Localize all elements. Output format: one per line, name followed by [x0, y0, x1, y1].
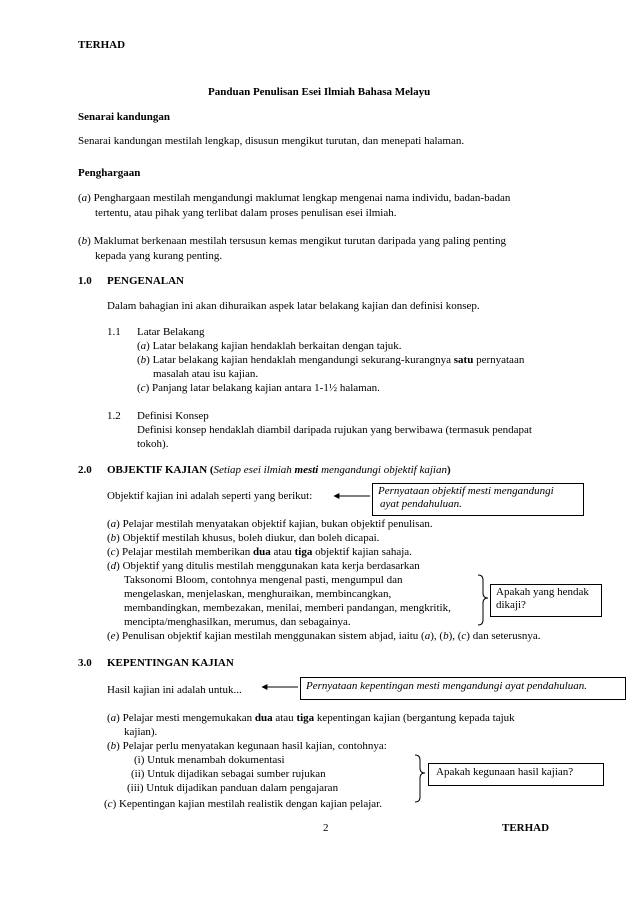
- bold-word: dua: [253, 546, 271, 558]
- item-text: Latar belakang kajian hendaklah berkaitan dengan tajuk.: [149, 340, 402, 352]
- marker-e: e: [110, 630, 116, 642]
- ack-a-marker: a: [81, 192, 88, 204]
- letter: b: [443, 630, 449, 642]
- section-2-item-b: (b) Objektif mestilah khusus, boleh diukur, dan boleh dicapai.: [107, 532, 380, 544]
- letter: c: [461, 630, 467, 642]
- box-line: Apakah kegunaan hasil kajian?: [436, 766, 574, 778]
- heading-italic: Setiap esei ilmiah: [213, 464, 295, 476]
- section-1-heading: PENGENALAN: [107, 275, 185, 287]
- section-2-item-d-line3: mengelaskan, menjelaskan, menghuraikan, membincangkan,: [124, 588, 392, 600]
- section-2-item-d: (d) Objektif yang ditulis mestilah menggunakan kata kerja berdasarkan: [107, 560, 420, 572]
- item-text: atau: [272, 712, 297, 724]
- section-3-item-c: (c) Kepentingan kajian mestilah realistik dengan kajian pelajar.: [104, 798, 382, 810]
- heading-italic: mengandungi objektif kajian: [318, 464, 447, 476]
- section-1-1-title: Latar Belakang: [137, 326, 205, 338]
- heading-close: ): [446, 464, 451, 476]
- sep: ), (: [448, 630, 462, 642]
- item-text: Penulisan objektif kajian mestilah menggunakan sistem abjad, iaitu (: [119, 630, 425, 642]
- ack-b-text: Maklumat berkenaan mestilah tersusun kemas mengikut turutan daripada yang paling penting: [90, 235, 506, 247]
- item-text: Pelajar mestilah menyatakan objektif kajian, bukan objektif penulisan.: [119, 518, 433, 530]
- note-line: Pernyataan objektif mesti mengandungi: [378, 485, 554, 497]
- heading-italic-bold: mesti: [294, 464, 319, 476]
- section-2-item-d-line2: Taksonomi Bloom, contohnya mengenal pasti, mengumpul dan: [124, 574, 403, 586]
- objective-note-box: [372, 483, 584, 516]
- section-1-1-item-c: (c) Panjang latar belakang kajian antara 1-1½ halaman.: [137, 382, 380, 394]
- heading-text: OBJEKTIF KAJIAN (: [107, 464, 214, 476]
- marker-a: a: [140, 340, 147, 352]
- section-3-sub-i: (i) Untuk menambah dokumentasi: [134, 754, 285, 766]
- note-line: ayat pendahuluan.: [380, 498, 462, 510]
- ack-heading: Penghargaan: [78, 167, 141, 179]
- section-3-sub-iii: (iii) Untuk dijadikan panduan dalam pengajaran: [127, 782, 339, 794]
- document-title: Panduan Penulisan Esei Ilmiah Bahasa Melayu: [208, 86, 431, 98]
- ack-item-b: (b) Maklumat berkenaan mestilah tersusun kemas mengikut turutan daripada yang paling penting: [78, 235, 506, 247]
- importance-brace: [415, 755, 425, 802]
- section-2-number: 2.0: [78, 464, 92, 476]
- section-1-2-line2: tokoh).: [137, 438, 169, 450]
- item-text: Kepentingan kajian mestilah realistik dengan kajian pelajar.: [116, 798, 382, 810]
- ack-item-a: (a) Penghargaan mestilah mengandungi maklumat lengkap mengenai nama individu, badan-badan: [78, 192, 511, 204]
- marker-c: c: [110, 546, 116, 558]
- importance-question-box: [428, 763, 604, 786]
- section-1-1-number: 1.1: [107, 326, 121, 338]
- marker-b: b: [110, 740, 117, 752]
- note-line: Pernyataan kepentingan mesti mengandungi ayat pendahuluan.: [306, 680, 588, 692]
- objective-brace: [478, 575, 488, 625]
- ack-item-b-line2: kepada yang kurang penting.: [95, 250, 223, 262]
- restricted-label-bottom: TERHAD: [502, 822, 550, 834]
- section-2-intro: Objektif kajian ini adalah seperti yang berikut:: [107, 490, 313, 502]
- section-1-2-number: 1.2: [107, 410, 121, 422]
- box-line: dikaji?: [496, 599, 526, 611]
- section-3-number: 3.0: [78, 657, 92, 669]
- sep: ), (: [430, 630, 444, 642]
- bold-word: tiga: [294, 546, 313, 558]
- bold-word: tiga: [296, 712, 315, 724]
- section-1-intro: Dalam bahagian ini akan dihuraikan aspek latar belakang kajian dan definisi konsep.: [107, 300, 480, 312]
- item-text: Pelajar perlu menyatakan kegunaan hasil kajian, contohnya:: [119, 740, 387, 752]
- item-text: Pelajar mestilah memberikan: [119, 546, 254, 558]
- item-text: Pelajar mesti mengemukakan: [119, 712, 255, 724]
- bold-word: satu: [453, 354, 474, 366]
- ack-a-text: Penghargaan mestilah mengandungi maklumat lengkap mengenai nama individu, badan-badan: [90, 192, 511, 204]
- item-text: ) dan seterusnya.: [466, 630, 541, 642]
- marker-d: d: [110, 560, 117, 572]
- item-text: kepentingan kajian (bergantung kepada tajuk: [314, 712, 515, 724]
- section-3-heading: KEPENTINGAN KAJIAN: [107, 657, 234, 669]
- marker-b: b: [140, 354, 147, 366]
- section-3-sub-ii: (ii) Untuk dijadikan sebagai sumber rujukan: [131, 768, 326, 780]
- marker-b: b: [110, 532, 117, 544]
- item-text: Panjang latar belakang kajian antara 1-1½ halaman.: [149, 382, 380, 394]
- section-1-1-item-b: (b) Latar belakang kajian hendaklah mengandungi sekurang-kurangnya satu pernyataan: [137, 354, 525, 366]
- page-number: 2: [323, 822, 329, 834]
- section-1-1-item-a: (a) Latar belakang kajian hendaklah berkaitan dengan tajuk.: [137, 340, 402, 352]
- item-text: pernyataan: [473, 354, 525, 366]
- marker-c: c: [107, 798, 113, 810]
- section-1-2-line1: Definisi konsep hendaklah diambil daripada rujukan yang berwibawa (termasuk pendapat: [137, 424, 532, 436]
- item-text: Objektif yang ditulis mestilah menggunakan kata kerja berdasarkan: [119, 560, 420, 572]
- section-1-1-item-b-line2: masalah atau isu kajian.: [153, 368, 259, 380]
- box-line: Apakah yang hendak: [496, 586, 589, 598]
- ack-b-marker: b: [81, 235, 88, 247]
- letter: a: [424, 630, 431, 642]
- section-3-item-a-line2: kajian).: [124, 726, 158, 738]
- toc-text: Senarai kandungan mestilah lengkap, disusun mengikut turutan, dan menepati halaman.: [78, 135, 465, 147]
- section-1-2-title: Definisi Konsep: [137, 410, 209, 422]
- item-text: Objektif mestilah khusus, boleh diukur, dan boleh dicapai.: [119, 532, 380, 544]
- item-text: atau: [270, 546, 295, 558]
- objective-question-box: [490, 584, 602, 617]
- section-3-item-a: (a) Pelajar mesti mengemukakan dua atau tiga kepentingan kajian (bergantung kepada tajuk: [107, 712, 515, 724]
- section-2-item-d-line4: membandingkan, membezakan, menilai, memberi pandangan, mengkritik,: [124, 602, 451, 614]
- section-1-number: 1.0: [78, 275, 92, 287]
- ack-item-a-line2: tertentu, atau pihak yang terlibat dalam proses penulisan esei ilmiah.: [95, 207, 397, 219]
- section-2-heading: [107, 464, 451, 477]
- item-text: Latar belakang kajian hendaklah mengandungi sekurang-kurangnya: [149, 354, 454, 366]
- section-2-item-a: (a) Pelajar mestilah menyatakan objektif kajian, bukan objektif penulisan.: [107, 518, 433, 530]
- item-text: objektif kajian sahaja.: [312, 546, 412, 558]
- section-2-item-c: (c) Pelajar mestilah memberikan dua atau tiga objektif kajian sahaja.: [107, 546, 412, 558]
- section-3-item-b: (b) Pelajar perlu menyatakan kegunaan hasil kajian, contohnya:: [107, 740, 387, 752]
- toc-heading: Senarai kandungan: [78, 111, 171, 123]
- importance-note-box: [300, 677, 626, 700]
- section-3-intro: Hasil kajian ini adalah untuk...: [107, 684, 242, 696]
- section-2-item-d-line5: mencipta/menghasilkan, merumus, dan sebagainya.: [124, 616, 351, 628]
- marker-a: a: [110, 712, 117, 724]
- marker-a: a: [110, 518, 117, 530]
- restricted-label-top: TERHAD: [78, 39, 126, 51]
- section-2-item-e: (e) Penulisan objektif kajian mestilah menggunakan sistem abjad, iaitu (a), (b), (c) dan seterusnya.: [107, 630, 541, 642]
- marker-c: c: [140, 382, 146, 394]
- bold-word: dua: [254, 712, 273, 724]
